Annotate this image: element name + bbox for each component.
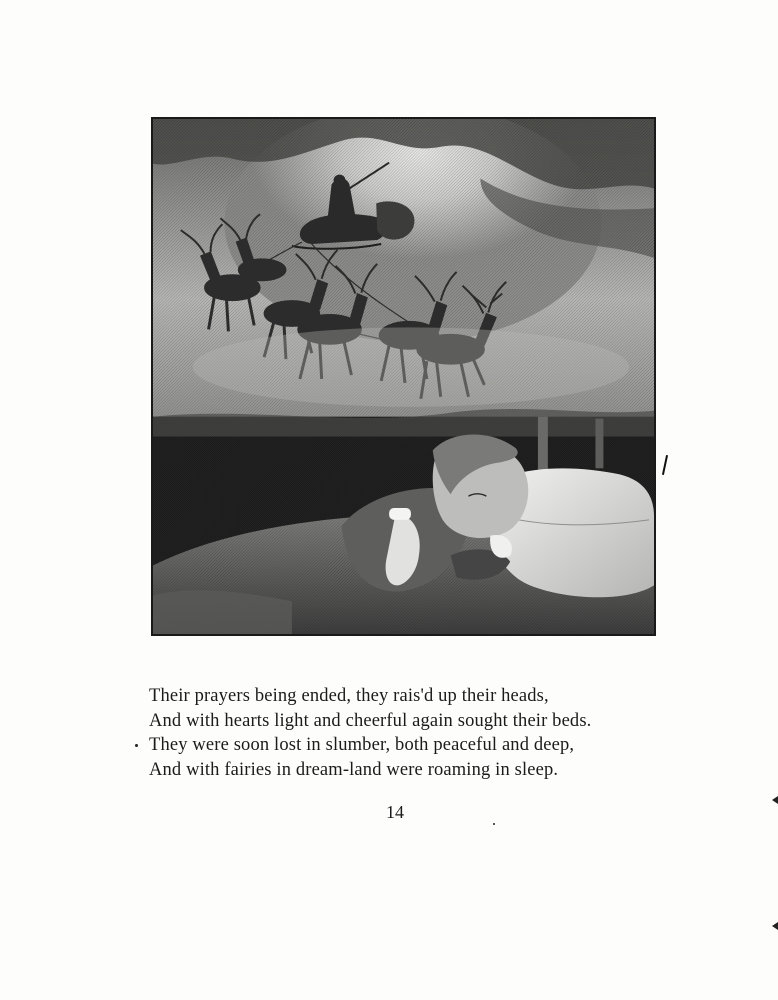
edge-mark (772, 796, 778, 804)
margin-mark (662, 455, 668, 475)
verse-stanza (149, 684, 669, 782)
verse-line-1: Their prayers being ended, they rais'd up their heads, (149, 686, 549, 706)
engraving-illustration (151, 117, 656, 636)
verse-line-4: And with fairies in dream-land were roaming in sleep. (149, 759, 559, 780)
edge-mark (772, 922, 778, 930)
ink-speck (135, 744, 138, 747)
ink-speck (493, 823, 495, 825)
verse-line-2: And with hearts light and cheerful again sought their beds. (149, 710, 592, 731)
bedpost (538, 417, 548, 477)
page-number: 14 (386, 802, 404, 822)
verse-line-3: They were soon lost in slumber, both peaceful and deep, (149, 735, 575, 755)
